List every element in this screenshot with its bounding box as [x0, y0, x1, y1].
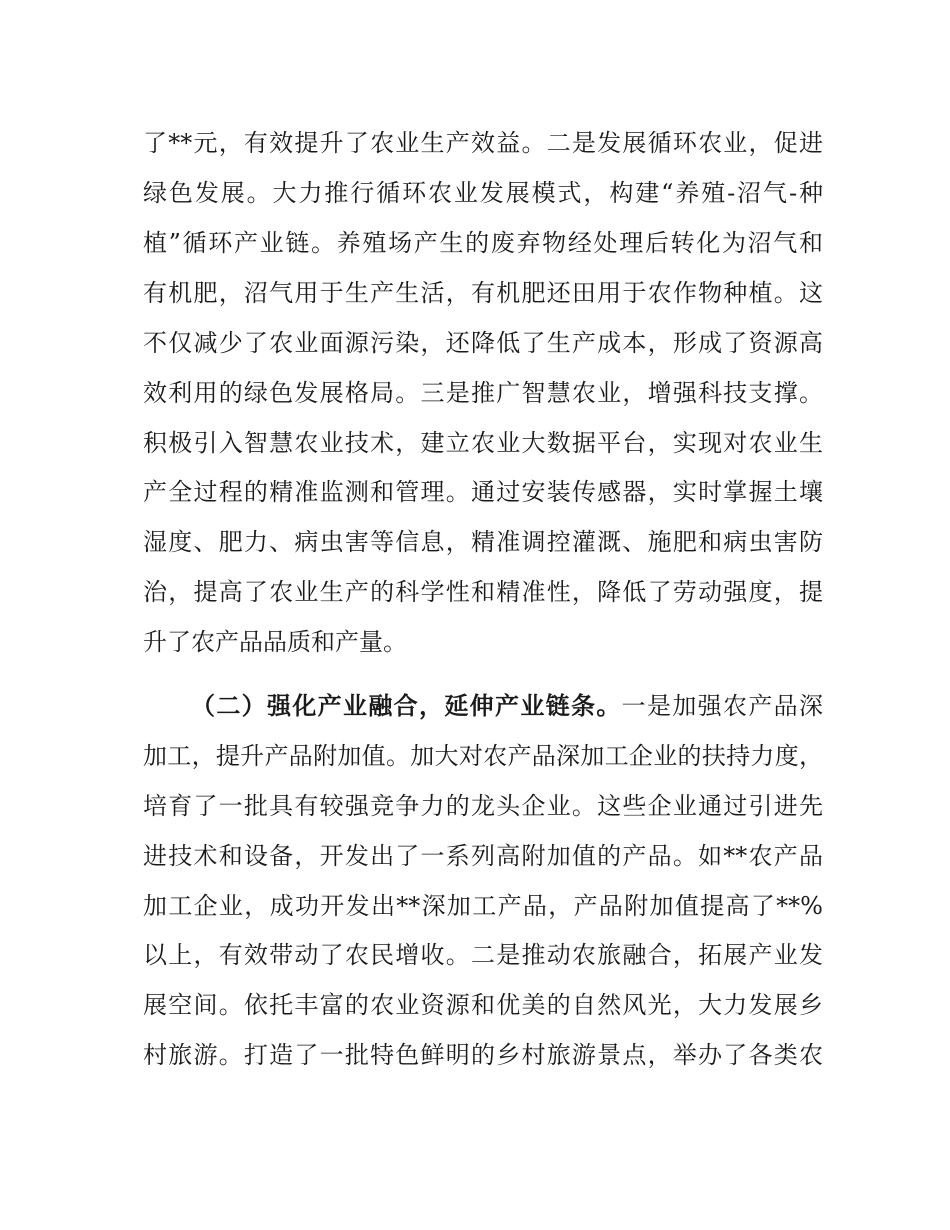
text-line: 了**元，有效提升了农业生产效益。二是发展循环农业，促进 — [143, 129, 823, 157]
heading-line-text: 一是加强农产品深 — [621, 692, 824, 720]
text-line: 湿度、肥力、病虫害等信息，精准调控灌溉、施肥和病虫害防 — [143, 528, 823, 556]
text-line: 进技术和设备，开发出了一系列高附加值的产品。如**农产品 — [143, 842, 823, 870]
text-line: 加工，提升产品附加值。加大对农产品深加工企业的扶持力度， — [143, 742, 823, 770]
text-line: 展空间。依托丰富的农业资源和优美的自然风光，大力发展乡 — [143, 991, 823, 1019]
text-line: 培育了一批具有较强竞争力的龙头企业。这些企业通过引进先 — [143, 792, 823, 820]
text-line: 升了农产品品质和产量。 — [143, 628, 407, 656]
text-line: 有机肥，沼气用于生产生活，有机肥还田用于农作物种植。这 — [143, 279, 823, 307]
section-heading-line — [191, 686, 823, 726]
text-line: 不仅减少了农业面源污染，还降低了生产成本，形成了资源高 — [143, 329, 823, 357]
text-line: 积极引入智慧农业技术，建立农业大数据平台，实现对农业生 — [143, 429, 823, 457]
section-heading: （二）强化产业融合，延伸产业链条。 — [191, 692, 622, 720]
text-line: 绿色发展。大力推行循环农业发展模式，构建“养殖-沼气-种 — [143, 179, 823, 207]
text-line: 村旅游。打造了一批特色鲜明的乡村旅游景点，举办了各类农 — [143, 1041, 823, 1069]
text-line: 以上，有效带动了农民增收。二是推动农旅融合，拓展产业发 — [143, 941, 823, 969]
text-line: 加工企业，成功开发出**深加工产品，产品附加值提高了**% — [143, 892, 823, 920]
text-line: 植”循环产业链。养殖场产生的废弃物经处理后转化为沼气和 — [143, 229, 823, 257]
text-line: 治，提高了农业生产的科学性和精准性，降低了劳动强度，提 — [143, 578, 823, 606]
text-line: 效利用的绿色发展格局。三是推广智慧农业，增强科技支撑。 — [143, 379, 823, 407]
text-line: 产全过程的精准监测和管理。通过安装传感器，实时掌握土壤 — [143, 478, 823, 506]
